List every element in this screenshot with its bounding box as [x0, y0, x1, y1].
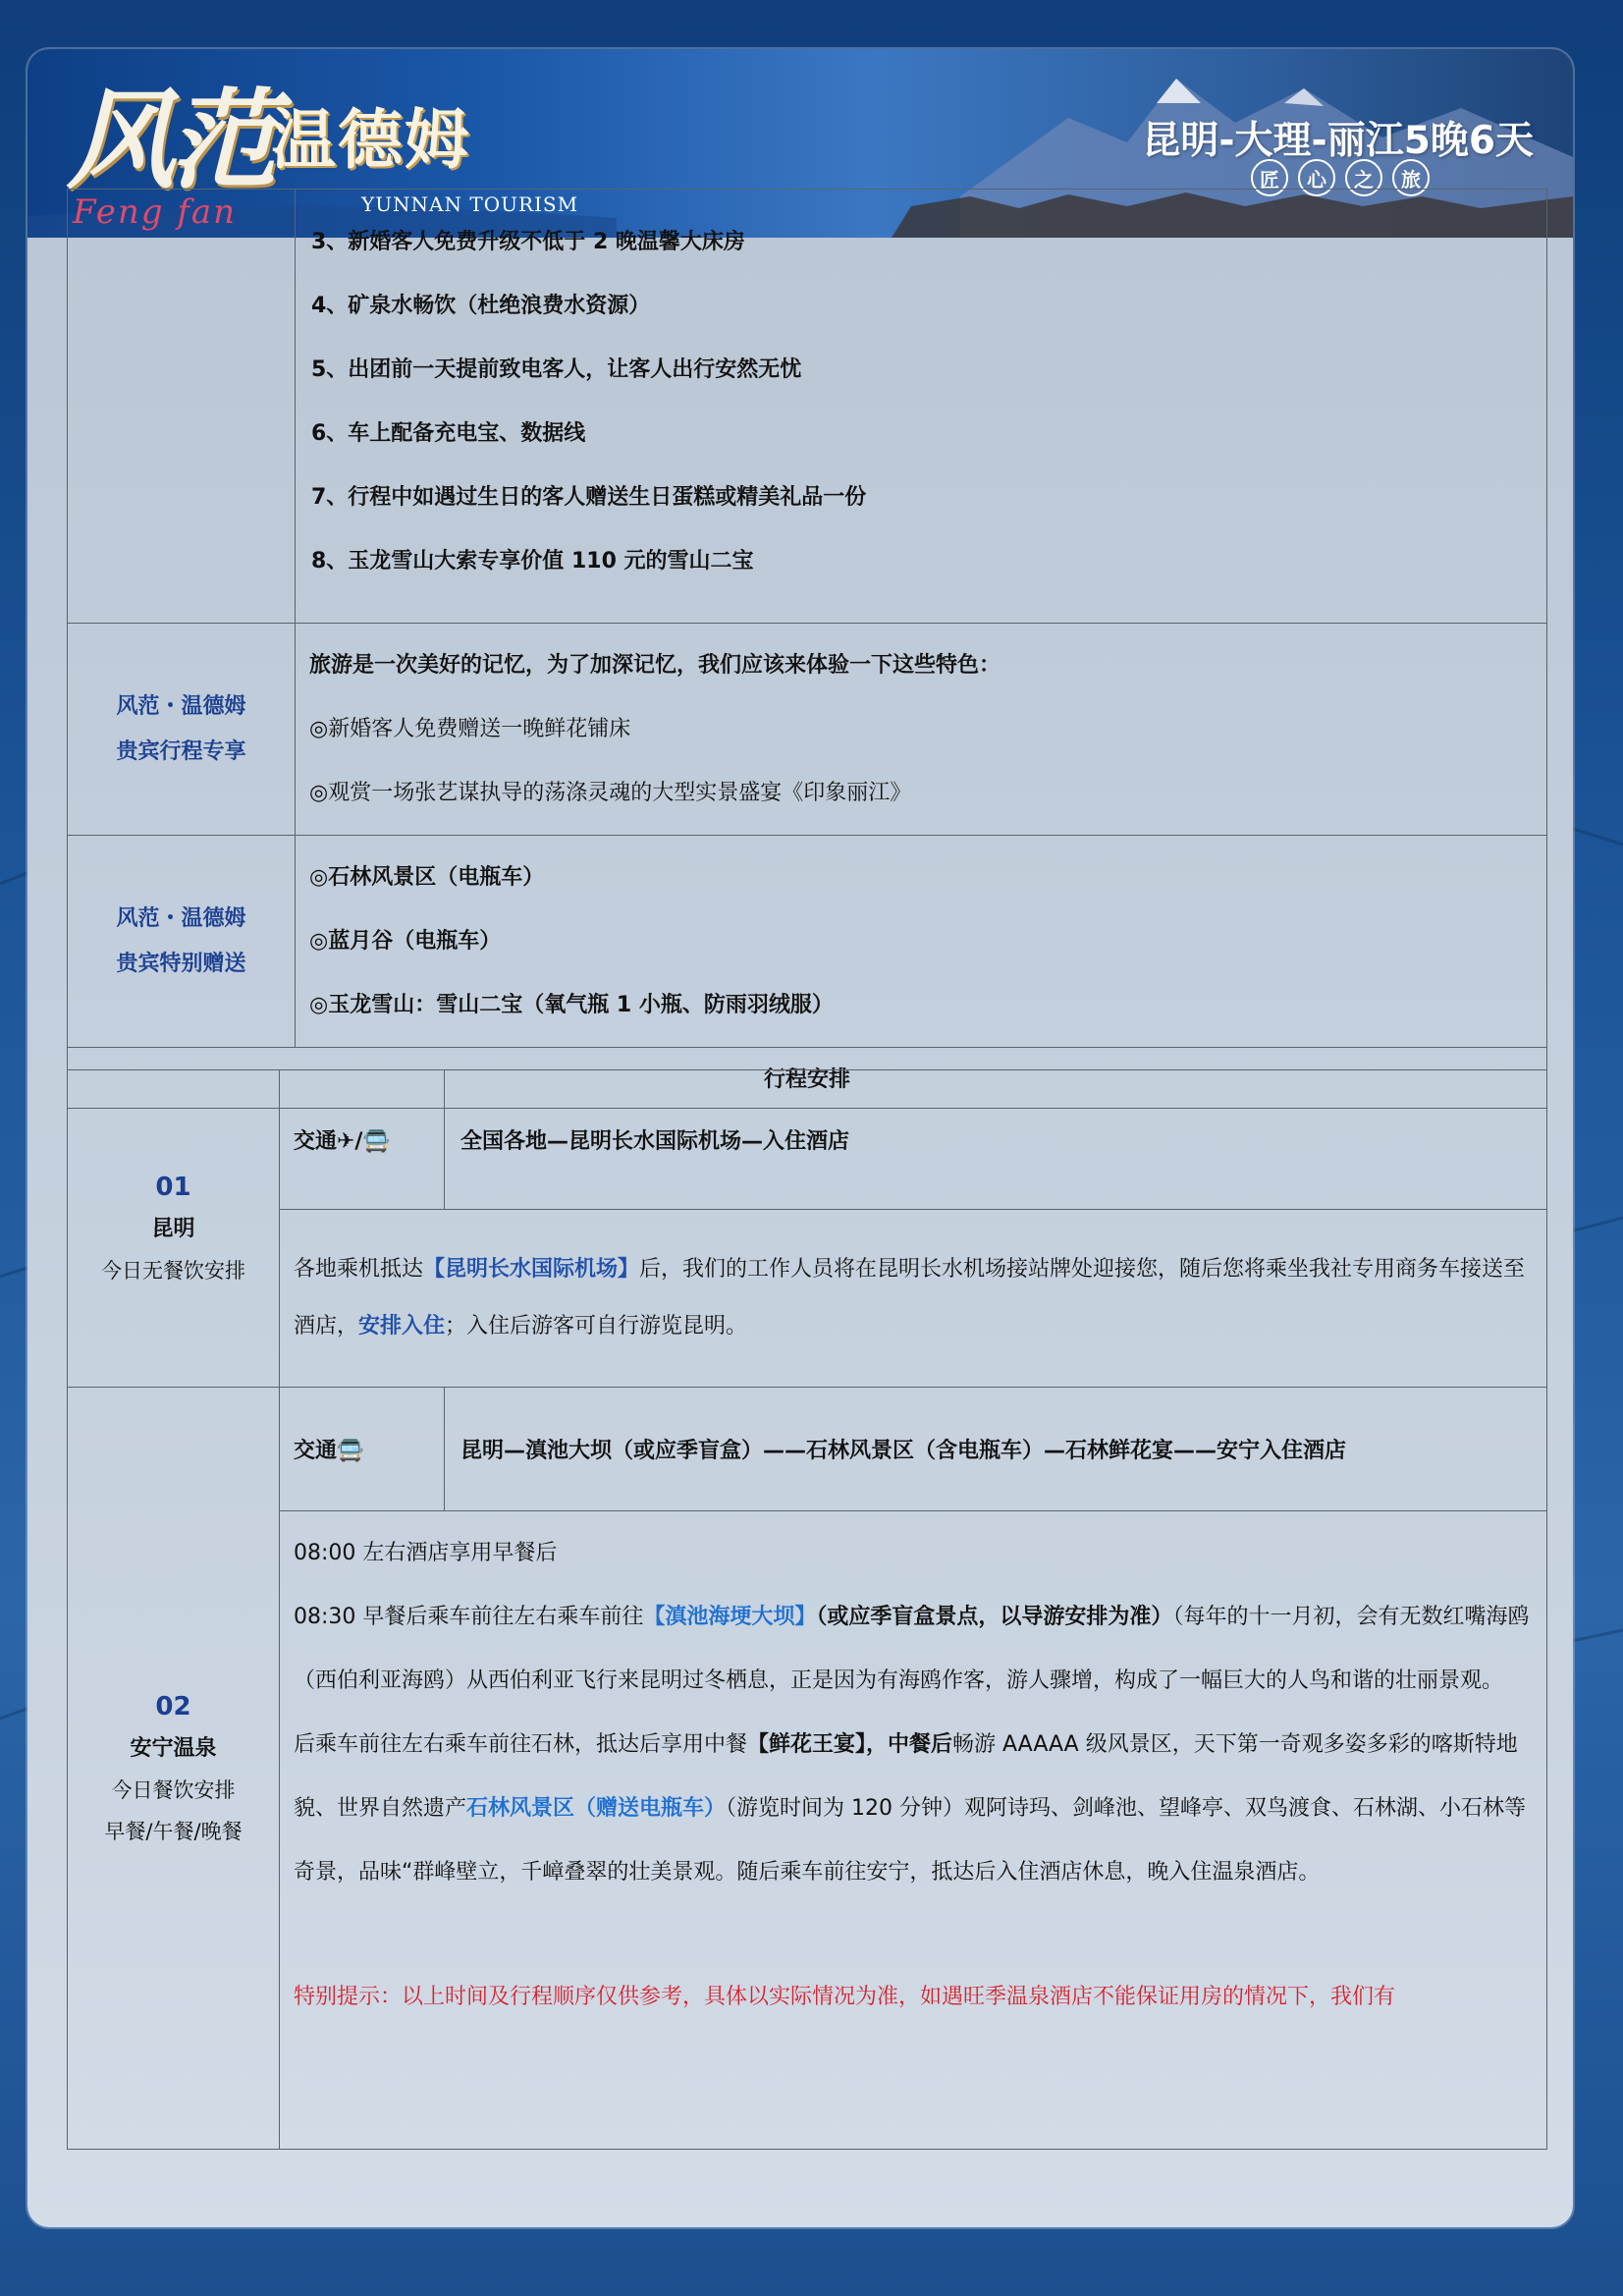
logo-script-text: Feng fan	[73, 192, 238, 232]
day1-description	[280, 1210, 1547, 1388]
day2-city: 安宁温泉	[130, 1735, 217, 1761]
exclusive-label-line2: 贵宾行程专享	[116, 738, 246, 764]
day2-warning: 特别提示：以上时间及行程顺序仅供参考，具体以实际情况为准，如遇旺季温泉酒店不能保证用房的情况下，我们有	[294, 1985, 1396, 2009]
exclusive-line: ◎新婚客人免费赠送一晚鲜花铺床	[309, 717, 631, 741]
stamp-3: 之	[1345, 159, 1382, 196]
exclusive-cell	[296, 624, 1547, 836]
day2-p3-a: 后乘车前往左右乘车前往石林，抵达后享用中餐	[294, 1732, 748, 1757]
day2-route: 昆明—滇池大坝（或应季盲盒）——石林风景区（含电瓶车）—石林鲜花宴——安宁入住酒店	[445, 1388, 1547, 1511]
exclusive-line: 旅游是一次美好的记忆，为了加深记忆，我们应该来体验一下这些特色：	[309, 653, 1001, 678]
day1-desc-a: 各地乘机抵达	[294, 1257, 424, 1282]
day2-p3-d: （游览时间为 120 分钟）观阿诗玛、剑峰池、望峰亭、双鸟渡食、石林湖、小石林等奇景，品味“群峰壁立，千嶂叠翠的壮美景观。随后乘车前往安宁，抵达后入住酒店休息，晚入住温泉酒店。	[294, 1796, 1527, 1885]
day2-p3-b: 【鲜花王宴】，中餐后	[747, 1732, 953, 1757]
day2-p3-c: 畅游 AAAAA 级风景区，天下第一奇观多姿多彩的喀斯特地貌、世界自然遗产	[294, 1732, 1518, 1821]
day1-airport-keyword: 【昆明长水国际机场】	[423, 1257, 640, 1282]
day2-spacer	[294, 1904, 1533, 1965]
day1-desc-row	[68, 1210, 1547, 1388]
exclusive-row	[68, 624, 1547, 836]
exclusive-label-line1: 风范・温德姆	[116, 693, 246, 719]
day2-desc-row	[68, 1511, 1547, 2150]
day2-stone-forest-keyword: 石林风景区（赠送电瓶车）	[466, 1796, 727, 1821]
day1-transport-label: 交通✈/🚍	[280, 1070, 445, 1210]
trip-title: 昆明-大理-丽江5晚6天	[1142, 119, 1534, 163]
gift-line: ◎蓝月谷（电瓶车）	[309, 929, 502, 954]
logo-main-text: 风范	[67, 77, 271, 203]
gifts-label	[68, 836, 296, 1048]
day1-route: 全国各地—昆明长水国际机场—入住酒店	[445, 1070, 1547, 1210]
service-item: 8、玉龙雪山大索专享价值 110 元的雪山二宝	[311, 549, 754, 574]
day2-meal-line1: 今日餐饮安排	[111, 1777, 236, 1802]
stamp-1: 匠	[1251, 159, 1288, 196]
gifts-row	[68, 836, 1547, 1048]
day1-meal: 今日无餐饮安排	[101, 1259, 245, 1283]
logo-sub-text: 温德姆	[271, 102, 471, 178]
logo-english-text: YUNNAN TOURISM	[361, 192, 579, 216]
day1-desc-b: 后，我们的工作人员将在昆明长水机场接站牌处迎接您，随后您将乘坐我社专用商务车接送至酒店，	[294, 1257, 1526, 1339]
gifts-cell	[296, 836, 1547, 1048]
service-list-label-cell	[68, 190, 296, 624]
day-table	[67, 1069, 1547, 2150]
day2-transport-label: 交通🚍	[280, 1388, 445, 1511]
day2-meal-line2: 早餐/午餐/晚餐	[104, 1819, 243, 1843]
stamp-4: 旅	[1392, 159, 1430, 196]
service-item: 5、出团前一天提前致电客人，让客人出行安然无忧	[311, 357, 802, 382]
schedule-title: 行程安排	[68, 1048, 1547, 1109]
exclusive-line: ◎观赏一场张艺谋执导的荡涤灵魂的大型实景盛宴《印象丽江》	[309, 781, 912, 805]
gifts-label-line2: 贵宾特别赠送	[116, 951, 246, 976]
day2-transport-row	[68, 1388, 1547, 1511]
gifts-label-line1: 风范・温德姆	[116, 905, 246, 931]
day2-number: 02	[155, 1691, 191, 1722]
stamp-2: 心	[1298, 159, 1335, 196]
service-item: 6、车上配备充电宝、数据线	[311, 421, 586, 446]
service-item: 3、新婚客人免费升级不低于 2 晚温馨大床房	[311, 230, 745, 254]
itinerary-table	[67, 189, 1547, 1109]
day2-p1: 08:00 左右酒店享用早餐后	[294, 1541, 558, 1565]
day1-city: 昆明	[151, 1217, 195, 1241]
day2-dianchi-keyword: 【滇池海埂大坝】	[643, 1605, 817, 1629]
day2-p2	[294, 1585, 1533, 1713]
day1-transport-row	[68, 1070, 1547, 1210]
service-list-cell	[296, 190, 1547, 624]
gift-line: ◎玉龙雪山：雪山二宝（氧气瓶 1 小瓶、防雨羽绒服）	[309, 993, 834, 1017]
day2-p2-a: 08:30 早餐后乘车前往左右乘车前往	[294, 1605, 644, 1629]
day2-p2-b: （或应季盲盒景点，以导游安排为准）	[816, 1605, 1173, 1629]
day1-number: 01	[155, 1173, 191, 1202]
gift-line: ◎石林风景区（电瓶车）	[309, 865, 545, 890]
day2-label	[68, 1388, 280, 2150]
exclusive-label	[68, 624, 296, 836]
day2-description	[280, 1511, 1547, 2150]
day1-desc-c: ；入住后游客可自行游览昆明。	[445, 1314, 748, 1339]
day2-p2-c: （每年的十一月初，会有无数红嘴海鸥（西伯利亚海鸥）从西伯利亚飞行来昆明过冬栖息，正是因为有海鸥作客，游人骤增，构成了一幅巨大的人鸟和谐的壮丽景观。	[294, 1605, 1530, 1693]
service-item: 7、行程中如遇过生日的客人赠送生日蛋糕或精美礼品一份	[311, 485, 867, 510]
service-item: 4、矿泉水畅饮（杜绝浪费水资源）	[311, 294, 651, 318]
day2-p3	[294, 1713, 1533, 1904]
service-list-row	[68, 190, 1547, 624]
day1-label	[68, 1070, 280, 1388]
day1-checkin-keyword: 安排入住	[358, 1314, 446, 1339]
